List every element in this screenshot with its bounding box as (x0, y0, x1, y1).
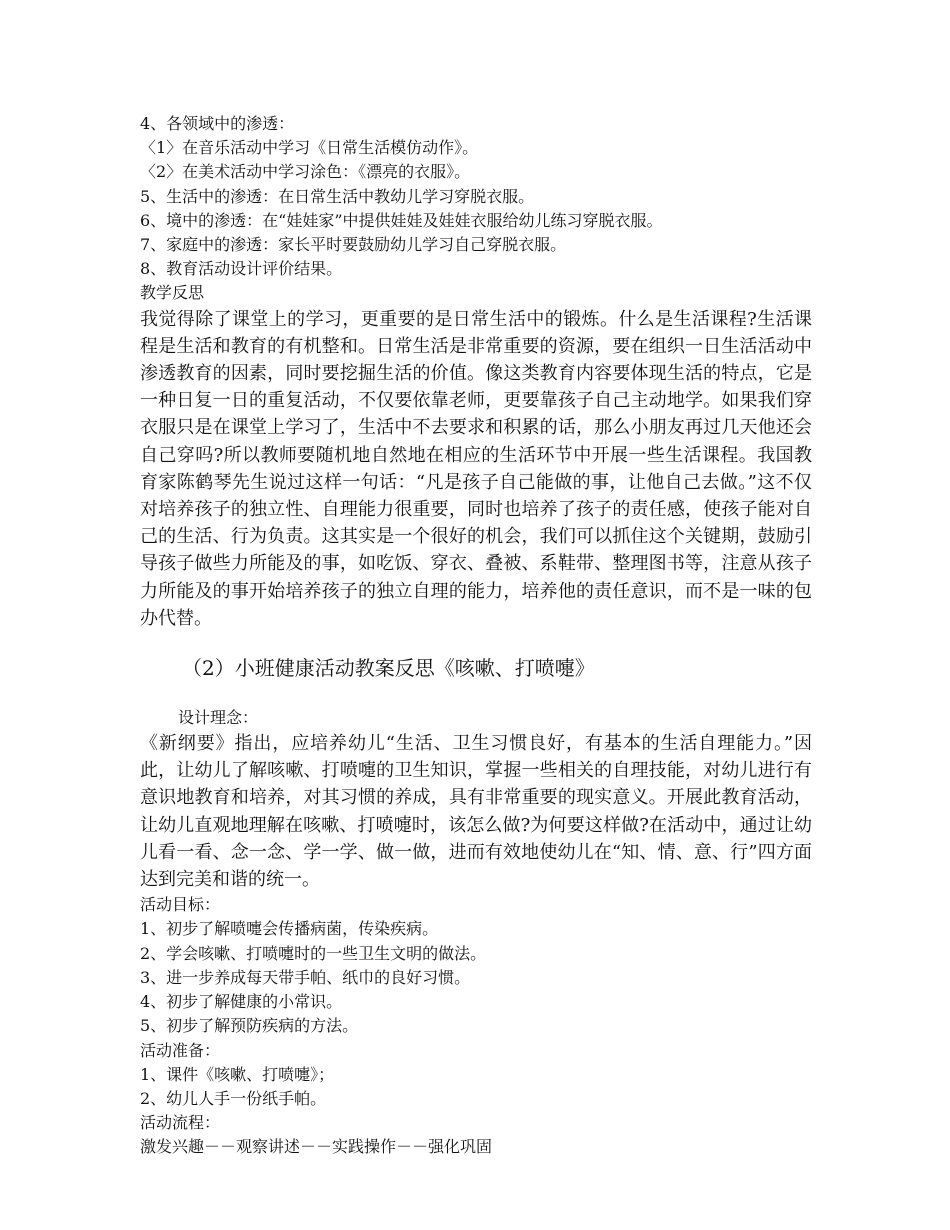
design-paragraph: 《新纲要》指出，应培养幼儿“生活、卫生习惯良好，有基本的生活自理能力。”因此，让幼儿了解咳嗽、打喷嚏的卫生知识，掌握一些相关的自理技能，对幼儿进行有意识地教育和培养，对其习惯的养成，具有非常重要的现实意义。开展此教育活动，让幼儿直观地理解在咳嗽、打喷嚏时，该怎么做?为何要这样做?在活动中，通过让幼儿看一看、念一念、学一学、做一做，进而有效地使幼儿在“知、情、意、行”四方面达到完美和谐的统一。 (140, 733, 812, 891)
text-line: 〈2〉在美术活动中学习涂色：《漂亮的衣服》。 (140, 162, 471, 182)
reflection-paragraph: 我觉得除了课堂上的学习，更重要的是日常生活中的锻炼。什么是生活课程?生活课程是生活和教育的有机整和。日常生活是非常重要的资源，要在组织一日生活活动中渗透教育的因素，同时要挖掘生活的价值。像这类教育内容要体现生活的特点，它是一种日复一日的重复活动，不仅要依靠老师，更要靠孩子自己主动地学。如果我们穿衣服只是在课堂上学习了，生活中不去要求和积累的话，那么小朋友再过几天他还会自己穿吗?所以教师要随机地自然地在相应的生活环节中开展一些生活课程。我国教育家陈鹤琴先生说过这样一句话：“凡是孩子自己能做的事，让他自己去做。”这不仅对培养孩子的独立性、自理能力很重要，同时也培养了孩子的责任感，使孩子能对自己的生活、行为负责。这其实是一个很好的机会，我们可以抓住这个关键期，鼓励引导孩子做些力所能及的事，如吃饭、穿衣、叠被、系鞋带、整理图书等，注意从孩子力所能及的事开始培养孩子的独立自理的能力，培养他的责任意识，而不是一味的包办代替。 (140, 308, 812, 629)
design-label: 设计理念： (178, 708, 259, 728)
document-content (140, 112, 812, 1160)
goal-item: 4、初步了解健康的小常识。 (140, 992, 343, 1012)
section-title: （2）小班健康活动教案反思《咳嗽、打喷嚏》 (182, 656, 595, 681)
text-line: 6、境中的渗透：在“娃娃家”中提供娃娃及娃娃衣服给幼儿练习穿脱衣服。 (140, 210, 663, 230)
flow-text: 激发兴趣－－观察讲述－－实践操作－－强化巩固 (140, 1137, 493, 1157)
goal-item: 1、初步了解喷嚏会传播病菌，传染疾病。 (140, 919, 439, 939)
prep-item: 1、课件《咳嗽、打喷嚏》； (140, 1064, 335, 1084)
goals-label: 活动目标： (140, 895, 221, 915)
text-line: 8、教育活动设计评价结果。 (140, 259, 343, 279)
flow-label: 活动流程： (140, 1113, 221, 1133)
text-line: 4、各领域中的渗透： (140, 114, 295, 133)
goal-item: 3、进一步养成每天带手帕、纸巾的良好习惯。 (140, 967, 471, 987)
text-line: 〈1〉在音乐活动中学习《日常生活模仿动作》。 (140, 138, 479, 158)
goal-item: 2、学会咳嗽、打喷嚏时的一些卫生文明的做法。 (140, 943, 487, 963)
goal-item: 5、初步了解预防疾病的方法。 (140, 1016, 359, 1036)
text-line: 7、家庭中的渗透：家长平时要鼓励幼儿学习自己穿脱衣服。 (140, 235, 567, 255)
prep-label: 活动准备： (140, 1040, 221, 1060)
section-label: 教学反思 (140, 283, 205, 303)
prep-item: 2、幼儿人手一份纸手帕。 (140, 1088, 327, 1108)
text-line: 5、生活中的渗透：在日常生活中教幼儿学习穿脱衣服。 (140, 186, 535, 206)
